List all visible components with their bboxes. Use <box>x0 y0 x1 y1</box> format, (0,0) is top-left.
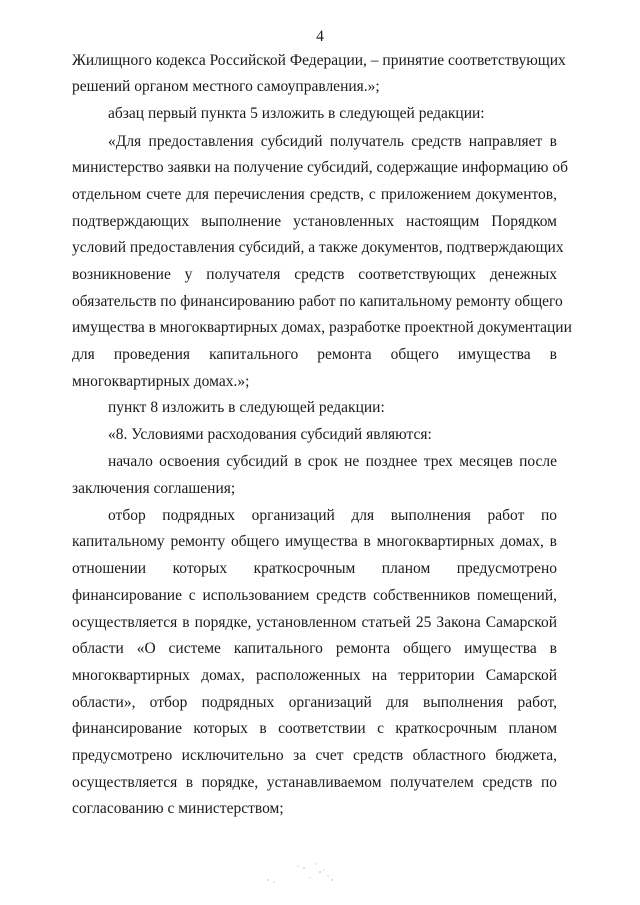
text-line: возникновение у получателя средств соответствующих денежных <box>72 266 557 283</box>
text-line: абзац первый пункта 5 изложить в следующей редакции: <box>108 105 485 122</box>
text-line: отдельном счете для перечисления средств, с приложением документов, <box>72 186 557 203</box>
text-line: финансирование которых в соответствии с краткосрочным планом <box>72 720 557 737</box>
text-line: отбор подрядных организаций для выполнения работ по <box>108 507 557 524</box>
text-line: обязательств по финансированию работ по капитальному ремонту общего <box>72 293 563 310</box>
page-number: 4 <box>316 28 324 45</box>
text-line: многоквартирных домах.»; <box>72 373 250 390</box>
text-line: согласованию с министерством; <box>72 800 284 817</box>
text-line: подтверждающих выполнение установленных настоящим Порядком <box>72 213 557 230</box>
text-line: начало освоения субсидий в срок не позднее трех месяцев после <box>108 453 557 470</box>
text-line: области «О системе капитального ремонта общего имущества в <box>72 640 557 657</box>
text-line: заключения соглашения; <box>72 480 236 497</box>
text-line: отношении которых краткосрочным планом предусмотрено <box>72 560 557 577</box>
text-line: Жилищного кодекса Российской Федерации, – принятие соответствующих <box>72 52 566 69</box>
text-line: осуществляется в порядке, установленном статьей 25 Закона Самарской <box>72 614 557 631</box>
text-line: многоквартирных домах, расположенных на территории Самарской <box>72 667 557 684</box>
text-line: условий предоставления субсидий, а также документов, подтверждающих <box>72 239 564 256</box>
text-line: предусмотрено исключительно за счет средств областного бюджета, <box>72 747 557 764</box>
text-line: министерство заявки на получение субсидий, содержащие информацию об <box>72 159 568 176</box>
text-line: решений органом местного самоуправления.»; <box>72 78 380 95</box>
text-line: капитальному ремонту общего имущества в многоквартирных домах, в <box>72 533 557 550</box>
scan-artifact-marks <box>258 858 348 888</box>
text-line: для проведения капитального ремонта общего имущества в <box>72 346 557 363</box>
text-line: имущества в многоквартирных домах, разработке проектной документации <box>72 319 572 336</box>
text-line: «8. Условиями расходования субсидий являются: <box>108 426 432 443</box>
text-line: финансирование с использованием средств собственников помещений, <box>72 587 557 604</box>
text-line: пункт 8 изложить в следующей редакции: <box>108 399 385 416</box>
text-line: осуществляется в порядке, устанавливаемом получателем средств по <box>72 774 557 791</box>
text-line: области», отбор подрядных организаций для выполнения работ, <box>72 694 557 711</box>
text-line: «Для предоставления субсидий получатель средств направляет в <box>108 133 557 150</box>
